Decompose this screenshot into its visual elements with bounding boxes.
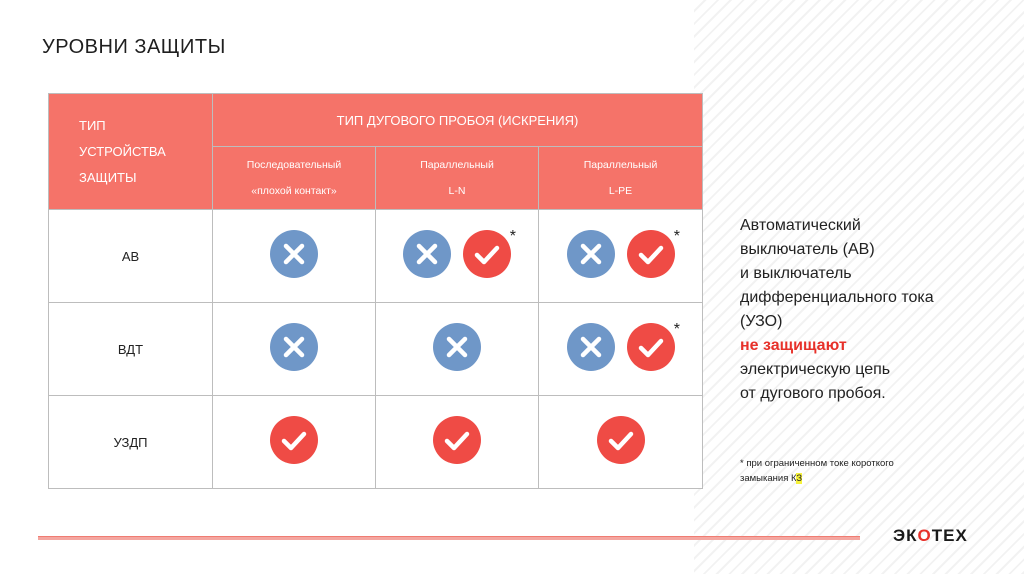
device-type-header-line: УСТРОЙСТВА [79, 143, 166, 159]
icon-group [270, 416, 318, 464]
side-note-line: (УЗО) [740, 313, 783, 330]
side-note-line: от дугового пробоя. [740, 385, 886, 402]
check-icon [597, 416, 645, 464]
ekotex-logo [893, 526, 968, 546]
side-note-line: дифференциального тока [740, 289, 934, 306]
check-icon [270, 416, 318, 464]
icon-group [567, 230, 675, 278]
cross-icon [433, 323, 481, 371]
protection-cell [539, 303, 703, 396]
column-header-line2: L-N [448, 185, 466, 197]
row-label: УЗДП [49, 396, 213, 489]
icon-group [270, 323, 318, 371]
cross-icon [567, 323, 615, 371]
side-note-highlight: не защищают [740, 337, 847, 354]
icon-group [433, 416, 481, 464]
footnote-highlight: З [796, 473, 803, 484]
device-type-header-line: ЗАЩИТЫ [79, 169, 137, 185]
footer-rule [38, 536, 860, 540]
footnote-star: * [509, 228, 516, 245]
table-row [49, 210, 703, 303]
cross-icon [567, 230, 615, 278]
footnote-star: * [673, 228, 681, 245]
check-icon [433, 416, 481, 464]
side-note-line: и выключатель [740, 265, 852, 282]
side-note-line: Автоматический [740, 217, 861, 234]
protection-cell [376, 396, 539, 489]
cross-icon [270, 230, 318, 278]
column-header-parallel-ln [376, 147, 539, 210]
column-header-line1: Параллельный [583, 159, 658, 171]
check-icon [627, 323, 675, 371]
table-row [49, 303, 703, 396]
protection-cell [376, 303, 539, 396]
icon-group [597, 416, 645, 464]
column-header-line2: «плохой контакт» [251, 185, 337, 197]
protection-cell [213, 303, 376, 396]
icon-group [270, 230, 318, 278]
protection-table [48, 93, 703, 489]
icon-group [567, 323, 675, 371]
column-header-line1: Последовательный [246, 159, 342, 171]
cross-icon [403, 230, 451, 278]
side-note-line: выключатель (АВ) [740, 241, 875, 258]
column-header-line2: L-PE [608, 185, 633, 197]
protection-cell [213, 396, 376, 489]
row-label: АВ [49, 210, 213, 303]
table-body [49, 210, 703, 489]
device-type-header [49, 94, 213, 210]
breakdown-type-header: ТИП ДУГОВОГО ПРОБОЯ (ИСКРЕНИЯ) [213, 94, 703, 147]
footnote-text: * при ограниченном токе короткого замыкания К [740, 458, 894, 484]
footnote [740, 456, 940, 486]
table-row [49, 396, 703, 489]
column-header-parallel-lpe [539, 147, 703, 210]
column-header-line1: Параллельный [420, 159, 494, 171]
cross-icon [270, 323, 318, 371]
icon-group [433, 323, 481, 371]
row-label: ВДТ [49, 303, 213, 396]
footnote-star: * [673, 321, 681, 338]
logo-o-power-icon: О [917, 526, 932, 545]
column-header-serial [213, 147, 376, 210]
protection-cell [376, 210, 539, 303]
check-icon [463, 230, 511, 278]
icon-group [403, 230, 511, 278]
protection-cell [213, 210, 376, 303]
protection-cell [539, 396, 703, 489]
protection-cell [539, 210, 703, 303]
logo-text-pre: ЭК [893, 526, 918, 545]
side-note-line: электрическую цепь [740, 361, 891, 378]
logo-text-post: ТЕХ [931, 526, 968, 545]
page-title: УРОВНИ ЗАЩИТЫ [42, 36, 226, 58]
side-note [740, 214, 990, 406]
device-type-header-line: ТИП [79, 117, 106, 133]
check-icon [627, 230, 675, 278]
